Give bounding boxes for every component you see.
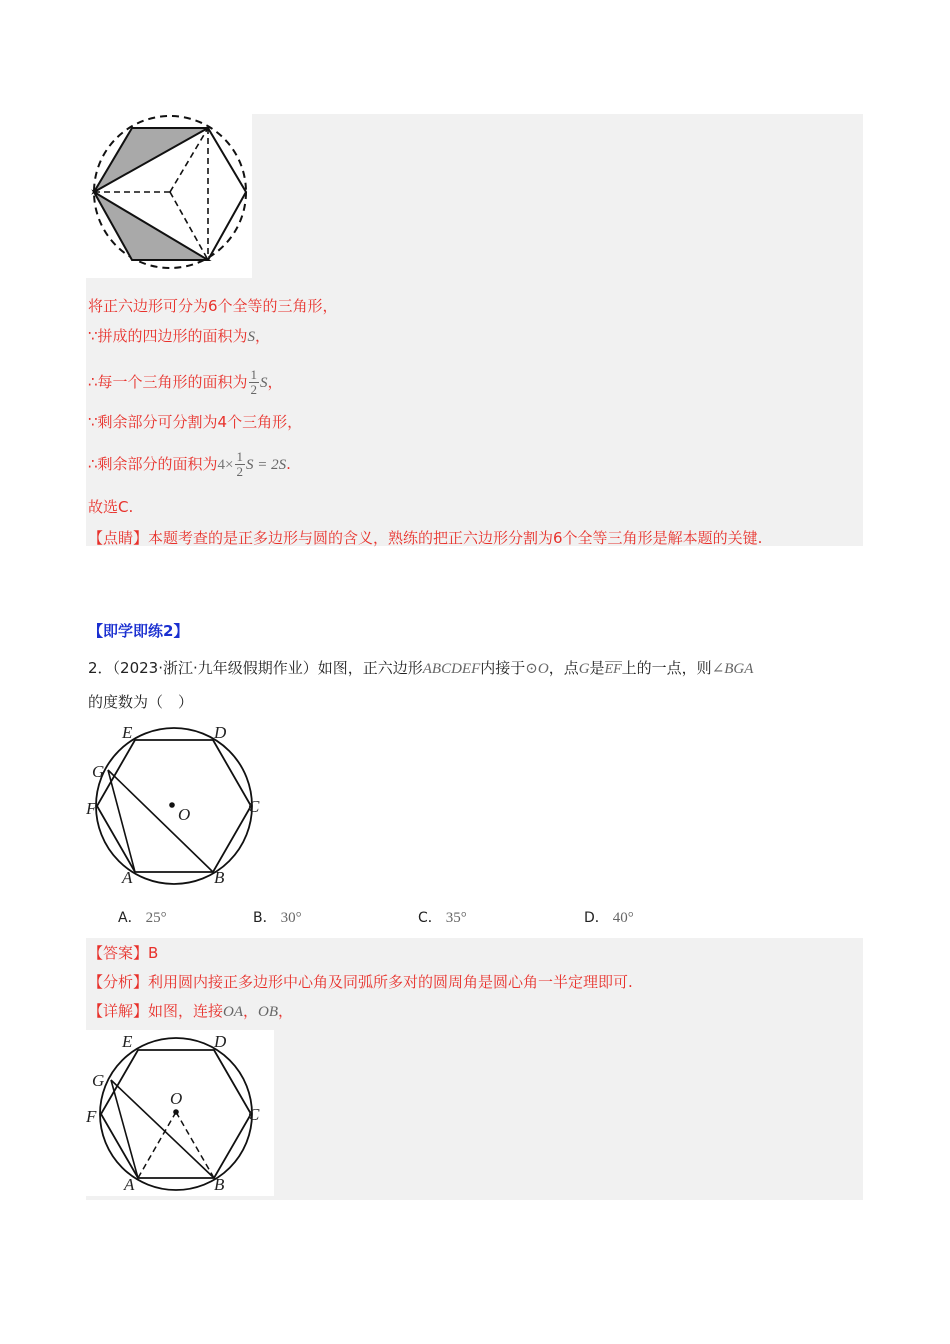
question-text-5: 上的一点，则 [621,659,712,677]
option-a-label: A． [118,910,142,926]
solution-line-5-suffix: . [286,455,291,473]
detail-prefix: 如图，连接 [148,1002,224,1020]
remaining-area-expression: S = 2S [246,457,287,473]
hexagon-split-figure [86,114,252,278]
analysis-line [88,972,633,992]
detail-line [88,1001,293,1022]
angle-bga: ∠BGA [711,661,754,677]
option-b-label: B． [253,910,277,926]
multiplier-four: 4× [217,457,234,473]
comment-tag: 【点睛】 [88,529,149,547]
option-c[interactable] [418,907,467,927]
answer-label-b: B [214,1175,225,1194]
solution-line-5 [88,444,291,485]
solution-line-5-prefix: ∴剩余部分的面积为 [88,455,218,473]
option-a[interactable] [118,907,167,927]
solution-line-1: 将正六边形可分为6个全等的三角形， [88,297,338,315]
option-d[interactable] [584,907,634,927]
detail-suffix: ， [278,1002,294,1020]
question-number: 2． [88,659,113,677]
exercise-heading: 【即学即练2】 [88,622,189,640]
question-figure [86,720,266,890]
answer-label-e: E [122,1032,133,1051]
solution-line-3-suffix: ， [267,373,283,391]
answer-label-f: F [86,1107,97,1126]
fraction-one-half-2 [235,450,246,479]
answer-label-o: O [170,1089,183,1108]
option-b-value: 30° [280,910,302,926]
question-text-4: 是 [589,659,605,677]
solution-line-2-suffix: ， [255,327,271,345]
hexagon-name: ABCDEF [422,661,481,677]
label-e: E [122,723,133,742]
solution-line-4: ∵剩余部分可分割为4个三角形， [88,413,303,431]
area-var-s: S [247,329,256,345]
answer-label-a: A [124,1175,135,1194]
solution-choice: 故选C. [88,498,134,516]
solution-line-2-prefix: ∵拼成的四边形的面积为 [88,327,248,345]
option-d-label: D． [584,910,609,926]
option-c-value: 35° [445,910,467,926]
option-d-value: 40° [612,910,634,926]
segment-ob: OB [258,1004,279,1020]
detail-tag: 【详解】 [88,1002,149,1020]
answer-label-c: C [248,1105,260,1124]
analysis-text: 利用圆内接正多边形中心角及同弧所多对的圆周角是圆心角一半定理即可. [148,973,633,991]
label-c: C [248,797,260,816]
answer-tag: 【答案】 [88,944,149,962]
question-text-2: 内接于 [480,659,526,677]
fraction-numerator-2: 1 [236,449,244,464]
solution-line-3 [88,362,283,403]
question-line-2: 的度数为（ ） [88,693,194,711]
label-o: O [178,805,191,824]
point-g: G [578,661,590,677]
solution-line-3-prefix: ∴每一个三角形的面积为 [88,373,248,391]
option-c-label: C． [418,910,442,926]
triangle-area-var: S [260,375,268,391]
solution-comment [88,528,762,548]
answer-value: B [148,944,159,962]
option-a-value: 25° [145,910,167,926]
segment-oa: OA [223,1004,244,1020]
arc-ef: EF [604,662,622,677]
detail-sep: ， [243,1002,259,1020]
answer-figure [86,1030,274,1196]
label-f: F [86,799,97,818]
answer-label-g: G [92,1071,105,1090]
option-b[interactable] [253,907,302,927]
answer-label-d: D [214,1032,227,1051]
circle-name: ⊙O [525,661,549,677]
fraction-denominator-2: 2 [236,464,244,479]
fraction-numerator: 1 [250,367,258,382]
label-b: B [214,868,225,887]
analysis-tag: 【分析】 [88,973,149,991]
label-g: G [92,762,105,781]
question-line-1 [88,658,753,680]
fraction-denominator: 2 [250,382,258,397]
question-text-1: （2023·浙江·九年级假期作业）如图，正六边形 [112,659,423,677]
fraction-one-half [249,368,260,397]
answer-line [88,943,158,963]
label-a: A [122,868,133,887]
label-d: D [214,723,227,742]
comment-text: 本题考查的是正多边形与圆的含义，熟练的把正六边形分割为6个全等三角形是解本题的关键. [148,529,763,547]
question-text-3: ，点 [548,659,579,677]
solution-line-2 [88,326,270,347]
